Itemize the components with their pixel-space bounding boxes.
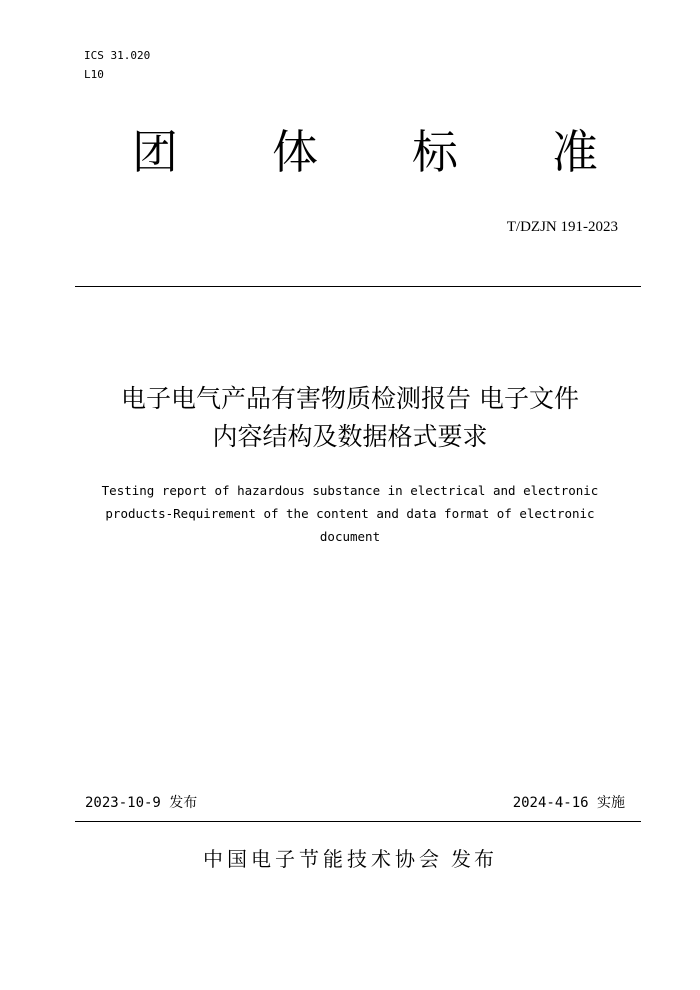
publisher-action: 发布: [451, 847, 497, 871]
title-en-line-1: Testing report of hazardous substance in electrical and electronic: [101, 483, 599, 498]
ics-code: ICS 31.020: [84, 49, 151, 62]
publisher-organization: 中国电子节能技术协会: [203, 847, 443, 871]
implement-date: 2024-4-16 实施: [512, 795, 625, 811]
publish-date: 2023-10-9 发布: [85, 795, 198, 811]
top-divider: [75, 286, 641, 287]
standard-type-char: 团: [132, 125, 178, 179]
publisher: [0, 845, 700, 873]
standard-type-char: 体: [272, 125, 318, 179]
standard-type-heading: [130, 122, 600, 182]
title-zh-line-1: 电子电气产品有害物质检测报告 电子文件: [121, 384, 579, 413]
title-en-line-2: products-Requirement of the content and data format of electronic: [105, 506, 595, 521]
standard-number: T/DZJN 191-2023: [506, 219, 618, 235]
bottom-divider: [75, 821, 641, 822]
standard-type-char: 标: [412, 125, 458, 179]
title-zh-line-2: 内容结构及数据格式要求: [212, 422, 488, 451]
title-en-line-3: document: [319, 529, 381, 544]
classification-code: L10: [84, 68, 104, 81]
standard-type-char: 准: [552, 125, 598, 179]
